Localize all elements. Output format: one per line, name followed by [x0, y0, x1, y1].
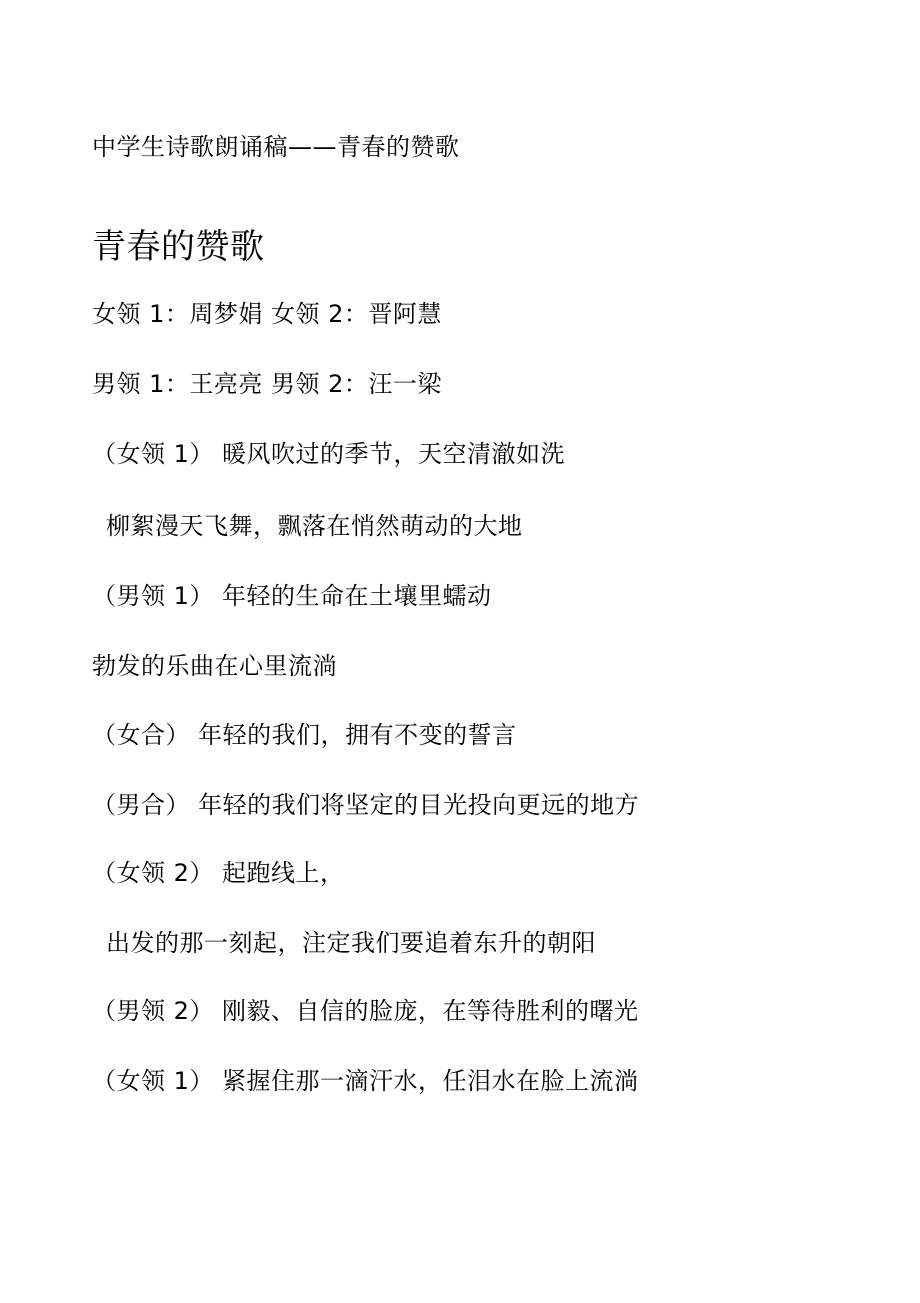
poem-line: 勃发的乐曲在心里流淌 [92, 652, 337, 680]
poem-line: （女合） 年轻的我们，拥有不变的誓言 [92, 721, 517, 749]
poem-line: 柳絮漫天飞舞，飘落在悄然萌动的大地 [106, 512, 523, 540]
cast-female-leads: 女领 1：周梦娟 女领 2：晋阿慧 [92, 300, 442, 328]
poem-line: （男领 2） 刚毅、自信的脸庞，在等待胜利的曙光 [92, 997, 639, 1025]
poem-line: （女领 1） 暖风吹过的季节，天空清澈如洗 [92, 440, 566, 468]
cast-male-leads: 男领 1：王亮亮 男领 2：汪一梁 [92, 370, 442, 398]
poem-line: （女领 1） 紧握住那一滴汗水，任泪水在脸上流淌 [92, 1067, 639, 1095]
poem-line: （男领 1） 年轻的生命在土壤里蠕动 [92, 582, 492, 610]
poem-line: 出发的那一刻起，注定我们要追着东升的朝阳 [106, 929, 596, 957]
document-subtitle: 中学生诗歌朗诵稿——青春的赞歌 [92, 133, 460, 161]
poem-title: 青春的赞歌 [92, 227, 265, 267]
poem-line: （男合） 年轻的我们将坚定的目光投向更远的地方 [92, 791, 640, 819]
poem-line: （女领 2） 起跑线上， [92, 859, 345, 887]
